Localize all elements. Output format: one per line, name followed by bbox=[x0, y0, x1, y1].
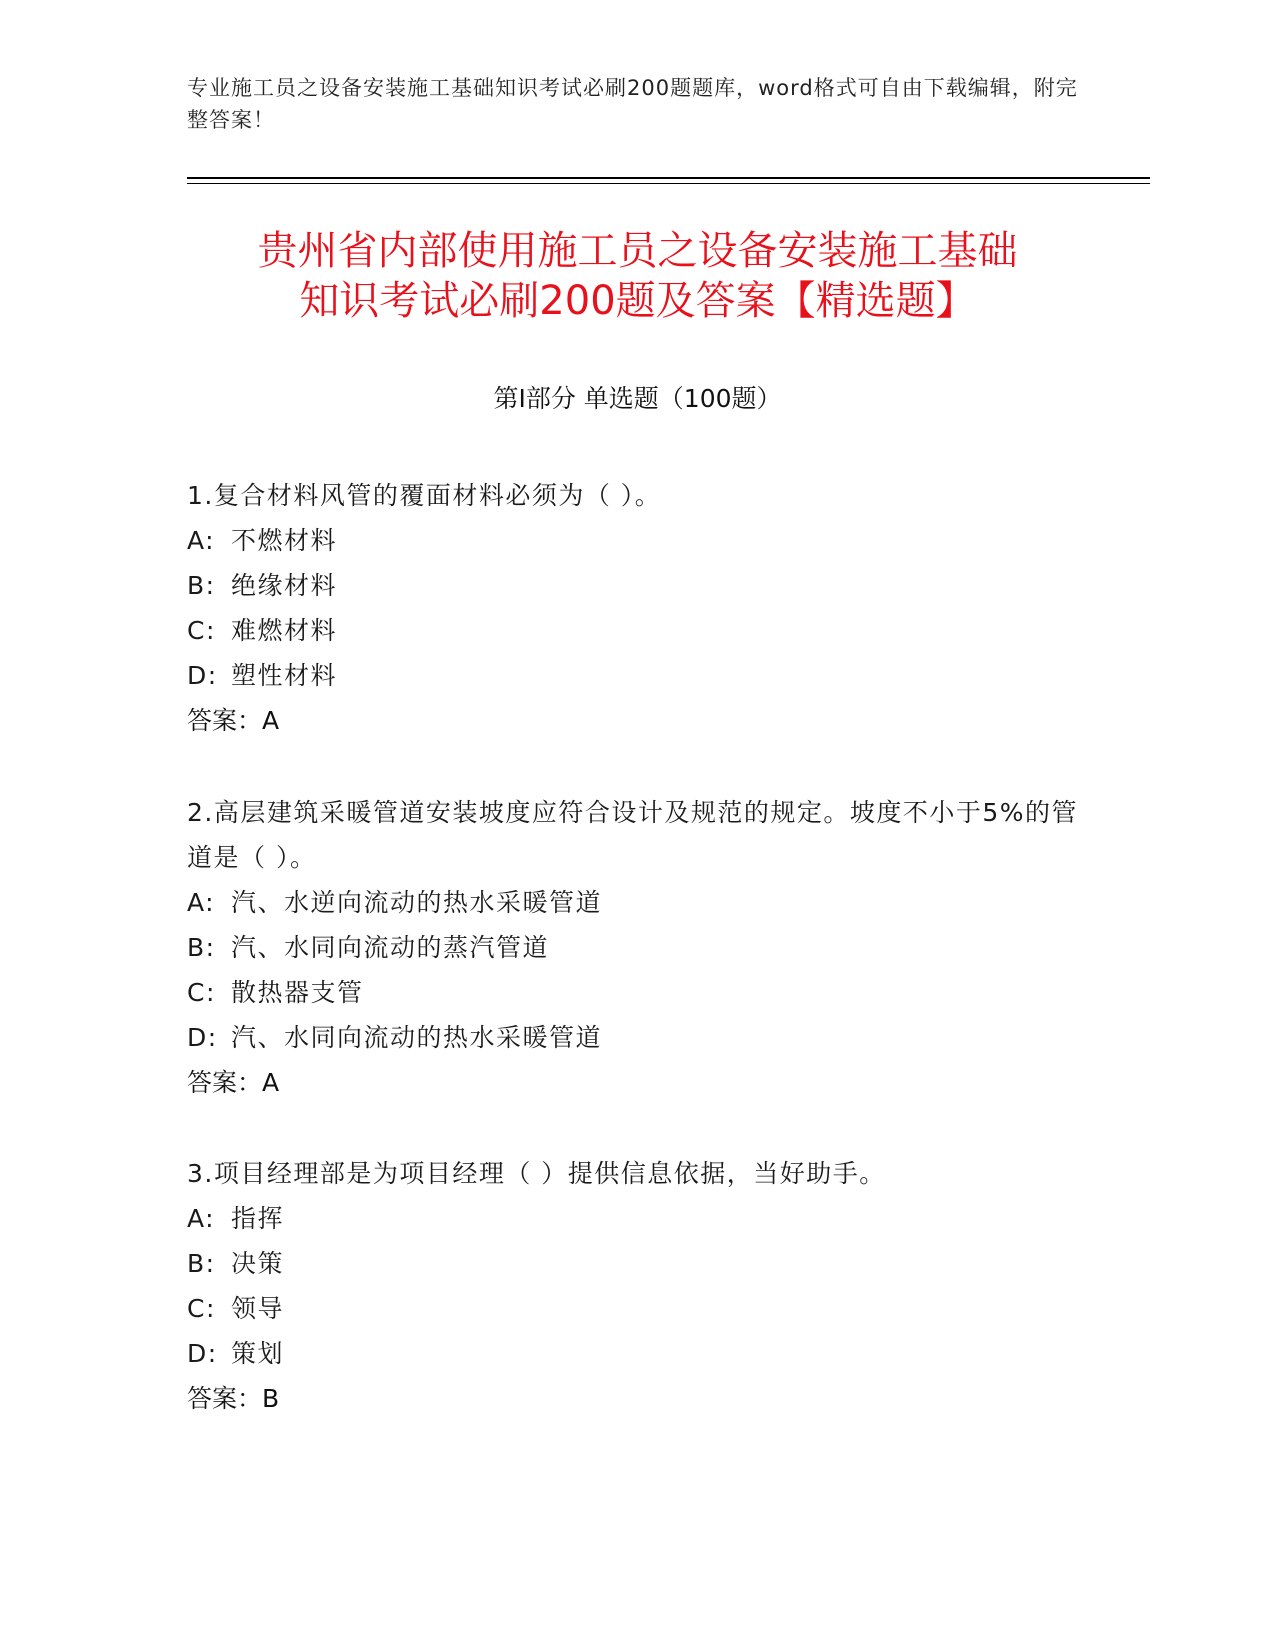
question-2 bbox=[187, 790, 1087, 1105]
option-b bbox=[187, 925, 1087, 970]
option-a bbox=[187, 880, 1087, 925]
option-text: 汽、水同向流动的热水采暖管道 bbox=[231, 1023, 603, 1052]
answer-line: 答案：B bbox=[187, 1384, 280, 1413]
option-letter: B: bbox=[187, 933, 216, 962]
option-letter: B: bbox=[187, 571, 216, 600]
header-note: 专业施工员之设备安装施工基础知识考试必刷200题题库，word格式可自由下载编辑，附完整答案！ bbox=[187, 76, 1078, 132]
question-stem: 1.复合材料风管的覆面材料必须为（ ）。 bbox=[187, 481, 662, 510]
option-letter: D: bbox=[187, 661, 218, 690]
option-letter: A: bbox=[187, 888, 216, 917]
document-title bbox=[150, 226, 1125, 326]
option-text: 难燃材料 bbox=[231, 616, 338, 645]
option-b bbox=[187, 1241, 1087, 1286]
option-d bbox=[187, 1015, 1087, 1060]
option-text: 策划 bbox=[231, 1339, 285, 1368]
header-rule-thin bbox=[187, 183, 1150, 184]
question-1 bbox=[187, 473, 1087, 743]
option-d bbox=[187, 653, 1087, 698]
option-text: 汽、水同向流动的蒸汽管道 bbox=[231, 933, 550, 962]
option-letter: B: bbox=[187, 1249, 216, 1278]
option-text: 塑性材料 bbox=[231, 661, 338, 690]
answer-line: 答案：A bbox=[187, 1068, 280, 1097]
option-c bbox=[187, 970, 1087, 1015]
option-letter: D: bbox=[187, 1023, 218, 1052]
option-text: 汽、水逆向流动的热水采暖管道 bbox=[231, 888, 603, 917]
section-title: 第Ⅰ部分 单选题（100题） bbox=[493, 384, 782, 413]
title-line-1: 贵州省内部使用施工员之设备安装施工基础 bbox=[257, 228, 1018, 274]
option-letter: C: bbox=[187, 616, 216, 645]
option-a bbox=[187, 1196, 1087, 1241]
option-letter: A: bbox=[187, 526, 216, 555]
option-letter: C: bbox=[187, 978, 216, 1007]
question-stem: 2.高层建筑采暖管道安装坡度应符合设计及规范的规定。坡度不小于5%的管道是（ ）。 bbox=[187, 798, 1079, 872]
option-text: 不燃材料 bbox=[231, 526, 338, 555]
option-letter: D: bbox=[187, 1339, 218, 1368]
option-c bbox=[187, 608, 1087, 653]
option-text: 散热器支管 bbox=[231, 978, 364, 1007]
option-letter: A: bbox=[187, 1204, 216, 1233]
answer-line: 答案：A bbox=[187, 706, 280, 735]
option-d bbox=[187, 1331, 1087, 1376]
title-line-2: 知识考试必刷200题及答案【精选题】 bbox=[299, 278, 976, 324]
option-text: 绝缘材料 bbox=[231, 571, 338, 600]
question-stem: 3.项目经理部是为项目经理（ ）提供信息依据，当好助手。 bbox=[187, 1159, 886, 1188]
header-rule-thick bbox=[187, 177, 1150, 179]
option-b bbox=[187, 563, 1087, 608]
option-text: 领导 bbox=[231, 1294, 285, 1323]
option-c bbox=[187, 1286, 1087, 1331]
question-3 bbox=[187, 1151, 1087, 1421]
option-text: 决策 bbox=[231, 1249, 285, 1278]
option-a bbox=[187, 518, 1087, 563]
option-letter: C: bbox=[187, 1294, 216, 1323]
option-text: 指挥 bbox=[231, 1204, 285, 1233]
